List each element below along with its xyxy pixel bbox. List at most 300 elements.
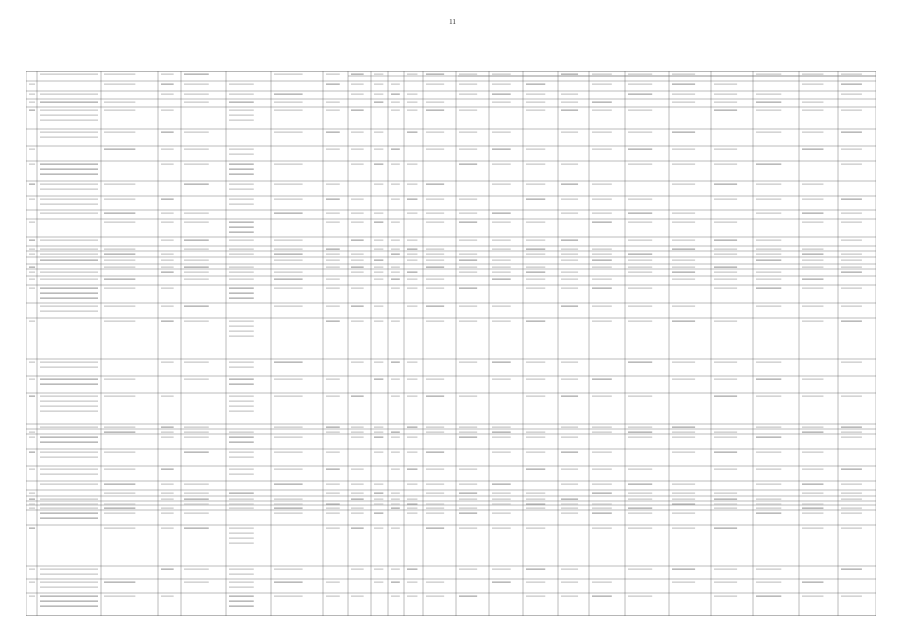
illegible-text <box>756 499 781 500</box>
illegible-text <box>351 132 364 133</box>
illegible-text <box>229 254 254 255</box>
illegible-text <box>841 222 862 223</box>
illegible-text <box>274 306 303 307</box>
illegible-text <box>274 199 303 200</box>
illegible-text <box>592 513 612 514</box>
illegible-text <box>351 94 364 95</box>
illegible-text <box>459 74 477 75</box>
illegible-text <box>841 272 862 273</box>
illegible-text <box>841 149 862 150</box>
illegible-text <box>407 164 417 165</box>
illegible-text <box>29 452 35 453</box>
illegible-text <box>592 528 612 529</box>
illegible-text <box>672 222 695 223</box>
illegible-text <box>756 279 781 280</box>
illegible-text <box>407 379 417 380</box>
illegible-text <box>426 213 444 214</box>
illegible-text <box>184 362 209 363</box>
illegible-text <box>326 306 340 307</box>
illegible-text <box>492 260 511 261</box>
illegible-text <box>714 149 737 150</box>
illegible-text <box>184 499 209 500</box>
illegible-text <box>714 379 737 380</box>
illegible-text <box>40 249 98 250</box>
illegible-text <box>374 452 383 453</box>
illegible-text <box>672 213 695 214</box>
illegible-text <box>426 74 444 75</box>
illegible-text <box>326 74 340 75</box>
illegible-text <box>351 321 364 322</box>
illegible-text <box>561 240 578 241</box>
illegible-text <box>561 279 578 280</box>
illegible-text <box>29 437 35 438</box>
illegible-text <box>161 94 174 95</box>
illegible-text <box>802 306 823 307</box>
illegible-text <box>407 582 417 583</box>
illegible-text <box>229 240 254 241</box>
illegible-text <box>407 74 417 75</box>
illegible-text <box>841 164 862 165</box>
illegible-text <box>29 279 35 280</box>
illegible-text <box>40 137 98 138</box>
illegible-text <box>351 306 364 307</box>
illegible-text <box>374 149 383 150</box>
illegible-text <box>229 149 254 150</box>
illegible-text <box>161 267 174 268</box>
illegible-text <box>274 254 303 255</box>
illegible-text <box>802 596 823 597</box>
illegible-text <box>374 569 383 570</box>
illegible-text <box>714 279 737 280</box>
illegible-text <box>374 249 383 250</box>
illegible-text <box>841 484 862 485</box>
illegible-text <box>326 288 340 289</box>
illegible-text <box>229 508 254 509</box>
illegible-text <box>492 94 511 95</box>
illegible-text <box>374 504 383 505</box>
illegible-text <box>40 272 98 273</box>
illegible-text <box>391 149 400 150</box>
illegible-text <box>374 379 383 380</box>
illegible-text <box>672 184 695 185</box>
illegible-text <box>229 199 254 200</box>
illegible-text <box>526 254 545 255</box>
illegible-text <box>391 493 400 494</box>
illegible-text <box>274 379 303 380</box>
illegible-text <box>229 396 254 397</box>
illegible-text <box>714 272 737 273</box>
illegible-text <box>184 149 209 150</box>
illegible-text <box>104 427 135 428</box>
illegible-text <box>628 110 652 111</box>
illegible-text <box>40 132 98 133</box>
illegible-text <box>274 596 303 597</box>
illegible-text <box>492 452 511 453</box>
illegible-text <box>526 288 545 289</box>
illegible-text <box>492 582 511 583</box>
illegible-text <box>492 249 511 250</box>
illegible-text <box>802 222 823 223</box>
illegible-text <box>802 508 823 509</box>
illegible-text <box>391 437 400 438</box>
illegible-text <box>672 582 695 583</box>
illegible-text <box>802 379 823 380</box>
illegible-text <box>526 379 545 380</box>
illegible-text <box>526 272 545 273</box>
illegible-text <box>561 199 578 200</box>
illegible-text <box>374 306 383 307</box>
illegible-text <box>561 249 578 250</box>
illegible-text <box>161 164 174 165</box>
illegible-text <box>714 582 737 583</box>
illegible-text <box>802 493 823 494</box>
illegible-text <box>592 184 612 185</box>
illegible-text <box>326 279 340 280</box>
illegible-text <box>374 267 383 268</box>
illegible-text <box>672 513 695 514</box>
illegible-text <box>161 569 174 570</box>
illegible-text <box>229 574 254 575</box>
illegible-text <box>326 222 340 223</box>
illegible-text <box>274 249 303 250</box>
illegible-text <box>802 74 823 75</box>
illegible-text <box>229 331 254 332</box>
illegible-text <box>802 249 823 250</box>
illegible-text <box>161 149 174 150</box>
illegible-text <box>374 164 383 165</box>
illegible-text <box>492 504 511 505</box>
illegible-text <box>592 254 612 255</box>
illegible-text <box>841 437 862 438</box>
illegible-text <box>628 508 652 509</box>
illegible-text <box>561 213 578 214</box>
illegible-text <box>561 569 578 570</box>
illegible-text <box>229 432 254 433</box>
illegible-text <box>40 293 98 294</box>
illegible-text <box>161 508 174 509</box>
illegible-text <box>326 132 340 133</box>
illegible-text <box>40 174 98 175</box>
illegible-text <box>40 484 98 485</box>
illegible-text <box>841 254 862 255</box>
illegible-text <box>40 288 98 289</box>
illegible-text <box>561 288 578 289</box>
illegible-text <box>714 254 737 255</box>
page-number: 11 <box>449 18 456 26</box>
illegible-text <box>841 362 862 363</box>
illegible-text <box>714 249 737 250</box>
illegible-text <box>184 513 209 514</box>
illegible-text <box>714 469 737 470</box>
illegible-text <box>229 164 254 165</box>
illegible-text <box>492 272 511 273</box>
illegible-text <box>407 288 417 289</box>
illegible-text <box>29 94 35 95</box>
illegible-text <box>459 288 477 289</box>
illegible-text <box>374 362 383 363</box>
illegible-text <box>229 596 254 597</box>
illegible-text <box>351 362 364 363</box>
illegible-text <box>492 267 511 268</box>
illegible-text <box>672 321 695 322</box>
illegible-text <box>592 493 612 494</box>
illegible-text <box>229 499 254 500</box>
illegible-text <box>29 582 35 583</box>
illegible-text <box>274 396 303 397</box>
illegible-text <box>714 569 737 570</box>
illegible-text <box>229 204 254 205</box>
illegible-text <box>526 504 545 505</box>
illegible-text <box>184 94 209 95</box>
illegible-text <box>229 504 254 505</box>
illegible-text <box>714 396 737 397</box>
illegible-text <box>161 493 174 494</box>
illegible-text <box>841 469 862 470</box>
illegible-text <box>374 74 383 75</box>
illegible-text <box>274 508 303 509</box>
illegible-text <box>526 499 545 500</box>
illegible-text <box>229 437 254 438</box>
illegible-text <box>326 379 340 380</box>
illegible-text <box>592 132 612 133</box>
illegible-text <box>326 396 340 397</box>
illegible-text <box>802 102 823 103</box>
illegible-text <box>407 437 417 438</box>
illegible-text <box>459 254 477 255</box>
illegible-text <box>229 384 254 385</box>
illegible-text <box>391 254 400 255</box>
illegible-text <box>802 513 823 514</box>
illegible-text <box>628 321 652 322</box>
illegible-text <box>714 184 737 185</box>
illegible-text <box>841 493 862 494</box>
illegible-text <box>351 596 364 597</box>
illegible-text <box>426 184 444 185</box>
illegible-text <box>672 267 695 268</box>
illegible-text <box>104 213 135 214</box>
illegible-text <box>40 164 98 165</box>
illegible-text <box>756 132 781 133</box>
illegible-text <box>229 606 254 607</box>
illegible-text <box>351 213 364 214</box>
illegible-text <box>841 569 862 570</box>
illegible-text <box>714 199 737 200</box>
illegible-text <box>492 102 511 103</box>
illegible-text <box>756 379 781 380</box>
illegible-text <box>407 94 417 95</box>
illegible-text <box>526 508 545 509</box>
illegible-text <box>672 84 695 85</box>
illegible-text <box>526 249 545 250</box>
illegible-text <box>526 528 545 529</box>
illegible-text <box>29 432 35 433</box>
illegible-text <box>526 493 545 494</box>
illegible-text <box>492 222 511 223</box>
illegible-text <box>628 437 652 438</box>
illegible-text <box>426 199 444 200</box>
illegible-text <box>756 582 781 583</box>
illegible-text <box>526 110 545 111</box>
illegible-text <box>184 432 209 433</box>
illegible-text <box>274 288 303 289</box>
illegible-text <box>407 249 417 250</box>
illegible-text <box>391 432 400 433</box>
illegible-text <box>802 213 823 214</box>
illegible-text <box>229 362 254 363</box>
illegible-text <box>841 508 862 509</box>
illegible-text <box>407 199 417 200</box>
illegible-text <box>274 240 303 241</box>
illegible-text <box>756 213 781 214</box>
illegible-text <box>161 427 174 428</box>
illegible-text <box>672 493 695 494</box>
illegible-text <box>407 306 417 307</box>
illegible-text <box>841 321 862 322</box>
illegible-text <box>802 582 823 583</box>
illegible-text <box>326 267 340 268</box>
illegible-text <box>561 272 578 273</box>
illegible-text <box>592 199 612 200</box>
illegible-text <box>756 513 781 514</box>
illegible-text <box>161 499 174 500</box>
illegible-text <box>391 362 400 363</box>
illegible-text <box>274 272 303 273</box>
illegible-text <box>561 110 578 111</box>
illegible-text <box>492 164 511 165</box>
illegible-text <box>351 149 364 150</box>
illegible-text <box>459 132 477 133</box>
illegible-text <box>592 102 612 103</box>
illegible-text <box>492 279 511 280</box>
illegible-text <box>161 254 174 255</box>
illegible-text <box>802 321 823 322</box>
illegible-text <box>526 582 545 583</box>
illegible-text <box>592 84 612 85</box>
illegible-text <box>161 396 174 397</box>
illegible-text <box>714 94 737 95</box>
illegible-text <box>351 484 364 485</box>
illegible-text <box>592 249 612 250</box>
illegible-text <box>229 174 254 175</box>
illegible-text <box>29 596 35 597</box>
illegible-text <box>274 504 303 505</box>
illegible-text <box>714 437 737 438</box>
illegible-text <box>802 184 823 185</box>
illegible-text <box>184 427 209 428</box>
illegible-text <box>841 513 862 514</box>
illegible-text <box>184 279 209 280</box>
illegible-text <box>407 596 417 597</box>
illegible-text <box>374 184 383 185</box>
illegible-text <box>426 493 444 494</box>
illegible-text <box>492 379 511 380</box>
illegible-text <box>391 469 400 470</box>
illegible-text <box>561 469 578 470</box>
illegible-text <box>561 396 578 397</box>
illegible-text <box>161 132 174 133</box>
illegible-text <box>459 110 477 111</box>
illegible-text <box>492 493 511 494</box>
illegible-text <box>40 596 98 597</box>
illegible-text <box>841 213 862 214</box>
illegible-text <box>29 396 35 397</box>
illegible-text <box>29 149 35 150</box>
illegible-text <box>672 379 695 380</box>
illegible-text <box>274 427 303 428</box>
illegible-text <box>526 184 545 185</box>
illegible-text <box>526 437 545 438</box>
illegible-text <box>841 432 862 433</box>
illegible-text <box>326 260 340 261</box>
illegible-text <box>628 499 652 500</box>
illegible-text <box>29 469 35 470</box>
illegible-text <box>407 427 417 428</box>
illegible-text <box>407 469 417 470</box>
illegible-text <box>229 528 254 529</box>
illegible-text <box>229 102 254 103</box>
illegible-text <box>40 504 98 505</box>
illegible-text <box>561 437 578 438</box>
illegible-text <box>407 184 417 185</box>
illegible-text <box>391 102 400 103</box>
illegible-text <box>161 513 174 514</box>
illegible-text <box>29 504 35 505</box>
illegible-text <box>802 469 823 470</box>
illegible-text <box>592 469 612 470</box>
illegible-text <box>407 260 417 261</box>
illegible-text <box>229 543 254 544</box>
illegible-text <box>326 432 340 433</box>
illegible-text <box>526 240 545 241</box>
illegible-text <box>104 484 135 485</box>
illegible-text <box>492 213 511 214</box>
illegible-text <box>426 379 444 380</box>
illegible-text <box>229 401 254 402</box>
illegible-text <box>672 149 695 150</box>
illegible-text <box>351 74 364 75</box>
illegible-text <box>104 493 135 494</box>
illegible-text <box>40 362 98 363</box>
illegible-text <box>229 232 254 233</box>
illegible-text <box>756 74 781 75</box>
illegible-text <box>274 184 303 185</box>
illegible-text <box>459 267 477 268</box>
illegible-text <box>492 132 511 133</box>
illegible-text <box>29 249 35 250</box>
illegible-text <box>374 132 383 133</box>
illegible-text <box>104 582 135 583</box>
illegible-text <box>802 260 823 261</box>
illegible-text <box>351 240 364 241</box>
illegible-text <box>628 260 652 261</box>
illegible-text <box>274 569 303 570</box>
illegible-text <box>672 164 695 165</box>
illegible-text <box>426 222 444 223</box>
illegible-text <box>391 528 400 529</box>
illegible-text <box>184 84 209 85</box>
illegible-text <box>184 306 209 307</box>
illegible-text <box>326 504 340 505</box>
illegible-text <box>714 321 737 322</box>
illegible-text <box>407 213 417 214</box>
illegible-text <box>161 432 174 433</box>
illegible-text <box>29 184 35 185</box>
illegible-text <box>184 484 209 485</box>
illegible-text <box>802 528 823 529</box>
illegible-text <box>492 84 511 85</box>
illegible-text <box>561 504 578 505</box>
illegible-text <box>841 396 862 397</box>
